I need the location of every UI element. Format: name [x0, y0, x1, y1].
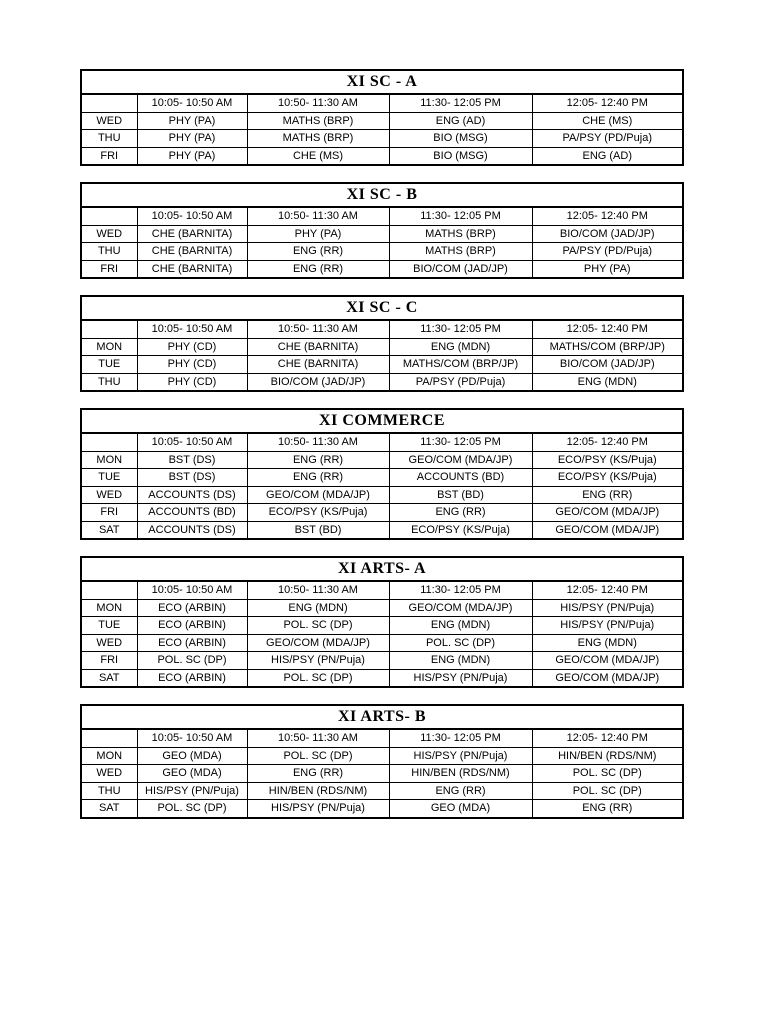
subject-cell: BST (BD): [389, 486, 532, 504]
subject-cell: POL. SC (DP): [532, 782, 683, 800]
table-row: [81, 634, 683, 652]
table-row: [81, 800, 683, 818]
table-title-row: [81, 409, 683, 433]
day-cell: WED: [81, 765, 137, 783]
table-row: [81, 782, 683, 800]
subject-cell: GEO (MDA): [389, 800, 532, 818]
time-slot-header: 10:50- 11:30 AM: [247, 433, 389, 451]
time-slot-header: 11:30- 12:05 PM: [389, 320, 532, 338]
subject-cell: ENG (AD): [532, 147, 683, 165]
subject-cell: GEO (MDA): [137, 765, 247, 783]
subject-cell: PHY (PA): [137, 130, 247, 148]
table-row: [81, 765, 683, 783]
subject-cell: CHE (BARNITA): [247, 356, 389, 374]
subject-cell: ENG (MDN): [247, 599, 389, 617]
day-cell: FRI: [81, 147, 137, 165]
subject-cell: GEO/COM (MDA/JP): [532, 521, 683, 539]
subject-cell: BIO/COM (JAD/JP): [247, 373, 389, 391]
subject-cell: CHE (BARNITA): [137, 225, 247, 243]
subject-cell: HIS/PSY (PN/Puja): [247, 800, 389, 818]
table-row: [81, 373, 683, 391]
subject-cell: BIO/COM (JAD/JP): [389, 260, 532, 278]
time-slot-header: 10:50- 11:30 AM: [247, 207, 389, 225]
time-slot-header: 10:50- 11:30 AM: [247, 729, 389, 747]
subject-cell: ENG (RR): [247, 243, 389, 261]
subject-cell: ENG (MDN): [389, 652, 532, 670]
table-row: [81, 652, 683, 670]
day-header-cell: [81, 94, 137, 112]
subject-cell: ENG (RR): [247, 260, 389, 278]
subject-cell: POL. SC (DP): [247, 617, 389, 635]
time-slot-header: 12:05- 12:40 PM: [532, 433, 683, 451]
subject-cell: ENG (AD): [389, 112, 532, 130]
subject-cell: ENG (MDN): [532, 634, 683, 652]
subject-cell: GEO/COM (MDA/JP): [532, 504, 683, 522]
subject-cell: CHE (BARNITA): [247, 338, 389, 356]
subject-cell: HIS/PSY (PN/Puja): [389, 747, 532, 765]
day-header-cell: [81, 433, 137, 451]
subject-cell: POL. SC (DP): [389, 634, 532, 652]
subject-cell: CHE (MS): [247, 147, 389, 165]
subject-cell: GEO (MDA): [137, 747, 247, 765]
time-slot-header: 11:30- 12:05 PM: [389, 207, 532, 225]
time-slot-header: 11:30- 12:05 PM: [389, 94, 532, 112]
subject-cell: ENG (MDN): [389, 338, 532, 356]
timetable-table: [80, 295, 684, 392]
day-cell: MON: [81, 451, 137, 469]
subject-cell: POL. SC (DP): [247, 669, 389, 687]
table-title-row: [81, 705, 683, 729]
timetable-table: [80, 704, 684, 819]
day-header-cell: [81, 581, 137, 599]
subject-cell: GEO/COM (MDA/JP): [532, 652, 683, 670]
table-row: [81, 112, 683, 130]
subject-cell: BST (DS): [137, 451, 247, 469]
day-cell: THU: [81, 373, 137, 391]
day-header-cell: [81, 320, 137, 338]
subject-cell: HIS/PSY (PN/Puja): [532, 599, 683, 617]
subject-cell: ENG (MDN): [532, 373, 683, 391]
subject-cell: PA/PSY (PD/Puja): [389, 373, 532, 391]
table-row: [81, 504, 683, 522]
subject-cell: CHE (MS): [532, 112, 683, 130]
time-slot-header: 10:05- 10:50 AM: [137, 433, 247, 451]
table-row: [81, 147, 683, 165]
time-slot-header: 12:05- 12:40 PM: [532, 729, 683, 747]
subject-cell: HIS/PSY (PN/Puja): [389, 669, 532, 687]
subject-cell: PHY (PA): [137, 147, 247, 165]
table-row: [81, 225, 683, 243]
subject-cell: ECO (ARBIN): [137, 634, 247, 652]
time-slot-header: 10:05- 10:50 AM: [137, 94, 247, 112]
table-title-row: [81, 70, 683, 94]
subject-cell: POL. SC (DP): [247, 747, 389, 765]
day-cell: WED: [81, 112, 137, 130]
subject-cell: MATHS (BRP): [389, 243, 532, 261]
subject-cell: GEO/COM (MDA/JP): [247, 486, 389, 504]
day-cell: FRI: [81, 504, 137, 522]
time-slot-header: 12:05- 12:40 PM: [532, 207, 683, 225]
subject-cell: PA/PSY (PD/Puja): [532, 243, 683, 261]
subject-cell: ENG (RR): [532, 800, 683, 818]
subject-cell: BIO/COM (JAD/JP): [532, 356, 683, 374]
subject-cell: ECO (ARBIN): [137, 599, 247, 617]
subject-cell: ECO (ARBIN): [137, 617, 247, 635]
subject-cell: ENG (RR): [389, 504, 532, 522]
subject-cell: BIO (MSG): [389, 147, 532, 165]
time-slot-header: 10:05- 10:50 AM: [137, 729, 247, 747]
day-cell: THU: [81, 130, 137, 148]
subject-cell: ACCOUNTS (DS): [137, 521, 247, 539]
subject-cell: HIS/PSY (PN/Puja): [247, 652, 389, 670]
table-row: [81, 617, 683, 635]
subject-cell: PHY (CD): [137, 338, 247, 356]
day-cell: THU: [81, 243, 137, 261]
table-title: XI ARTS- A: [81, 557, 683, 581]
subject-cell: BST (BD): [247, 521, 389, 539]
time-slot-header: 11:30- 12:05 PM: [389, 433, 532, 451]
subject-cell: ECO (ARBIN): [137, 669, 247, 687]
time-slot-header: 12:05- 12:40 PM: [532, 94, 683, 112]
subject-cell: MATHS/COM (BRP/JP): [389, 356, 532, 374]
table-row: [81, 260, 683, 278]
table-row: [81, 243, 683, 261]
table-row: [81, 469, 683, 487]
table-title: XI ARTS- B: [81, 705, 683, 729]
subject-cell: POL. SC (DP): [532, 765, 683, 783]
subject-cell: ACCOUNTS (BD): [137, 504, 247, 522]
header-row: [81, 433, 683, 451]
time-slot-header: 12:05- 12:40 PM: [532, 581, 683, 599]
day-cell: THU: [81, 782, 137, 800]
day-cell: TUE: [81, 469, 137, 487]
subject-cell: ENG (MDN): [389, 617, 532, 635]
day-header-cell: [81, 729, 137, 747]
subject-cell: MATHS (BRP): [389, 225, 532, 243]
subject-cell: PHY (PA): [137, 112, 247, 130]
subject-cell: ECO/PSY (KS/Puja): [389, 521, 532, 539]
subject-cell: MATHS/COM (BRP/JP): [532, 338, 683, 356]
day-cell: WED: [81, 225, 137, 243]
time-slot-header: 10:50- 11:30 AM: [247, 320, 389, 338]
table-row: [81, 130, 683, 148]
day-cell: SAT: [81, 521, 137, 539]
time-slot-header: 10:50- 11:30 AM: [247, 581, 389, 599]
day-cell: MON: [81, 747, 137, 765]
table-title: XI SC - A: [81, 70, 683, 94]
subject-cell: GEO/COM (MDA/JP): [389, 599, 532, 617]
header-row: [81, 581, 683, 599]
subject-cell: ECO/PSY (KS/Puja): [247, 504, 389, 522]
subject-cell: ECO/PSY (KS/Puja): [532, 469, 683, 487]
subject-cell: GEO/COM (MDA/JP): [247, 634, 389, 652]
table-row: [81, 521, 683, 539]
subject-cell: BST (DS): [137, 469, 247, 487]
subject-cell: CHE (BARNITA): [137, 243, 247, 261]
subject-cell: CHE (BARNITA): [137, 260, 247, 278]
subject-cell: HIS/PSY (PN/Puja): [532, 617, 683, 635]
table-row: [81, 356, 683, 374]
subject-cell: ECO/PSY (KS/Puja): [532, 451, 683, 469]
table-title-row: [81, 557, 683, 581]
table-title-row: [81, 183, 683, 207]
subject-cell: MATHS (BRP): [247, 112, 389, 130]
timetable-table: [80, 408, 684, 540]
table-title: XI SC - C: [81, 296, 683, 320]
subject-cell: HIN/BEN (RDS/NM): [247, 782, 389, 800]
timetable-table: [80, 556, 684, 688]
header-row: [81, 207, 683, 225]
subject-cell: ENG (RR): [247, 451, 389, 469]
timetable-document: [80, 69, 682, 835]
time-slot-header: 10:05- 10:50 AM: [137, 320, 247, 338]
subject-cell: ACCOUNTS (BD): [389, 469, 532, 487]
table-row: [81, 599, 683, 617]
table-row: [81, 451, 683, 469]
day-cell: SAT: [81, 669, 137, 687]
day-cell: SAT: [81, 800, 137, 818]
day-cell: FRI: [81, 260, 137, 278]
subject-cell: POL. SC (DP): [137, 800, 247, 818]
header-row: [81, 94, 683, 112]
subject-cell: HIN/BEN (RDS/NM): [389, 765, 532, 783]
day-cell: TUE: [81, 617, 137, 635]
day-cell: WED: [81, 634, 137, 652]
time-slot-header: 10:05- 10:50 AM: [137, 581, 247, 599]
timetable-table: [80, 182, 684, 279]
subject-cell: BIO (MSG): [389, 130, 532, 148]
time-slot-header: 11:30- 12:05 PM: [389, 729, 532, 747]
subject-cell: GEO/COM (MDA/JP): [389, 451, 532, 469]
timetable-table: [80, 69, 684, 166]
subject-cell: ENG (RR): [247, 469, 389, 487]
subject-cell: MATHS (BRP): [247, 130, 389, 148]
subject-cell: PHY (CD): [137, 356, 247, 374]
subject-cell: ENG (RR): [247, 765, 389, 783]
time-slot-header: 10:05- 10:50 AM: [137, 207, 247, 225]
day-header-cell: [81, 207, 137, 225]
time-slot-header: 10:50- 11:30 AM: [247, 94, 389, 112]
day-cell: TUE: [81, 356, 137, 374]
subject-cell: POL. SC (DP): [137, 652, 247, 670]
table-row: [81, 338, 683, 356]
time-slot-header: 11:30- 12:05 PM: [389, 581, 532, 599]
subject-cell: ENG (RR): [532, 486, 683, 504]
subject-cell: PHY (PA): [532, 260, 683, 278]
subject-cell: PHY (CD): [137, 373, 247, 391]
time-slot-header: 12:05- 12:40 PM: [532, 320, 683, 338]
subject-cell: PHY (PA): [247, 225, 389, 243]
table-title: XI SC - B: [81, 183, 683, 207]
table-row: [81, 486, 683, 504]
header-row: [81, 729, 683, 747]
subject-cell: HIS/PSY (PN/Puja): [137, 782, 247, 800]
subject-cell: ACCOUNTS (DS): [137, 486, 247, 504]
header-row: [81, 320, 683, 338]
day-cell: MON: [81, 599, 137, 617]
day-cell: WED: [81, 486, 137, 504]
table-title: XI COMMERCE: [81, 409, 683, 433]
subject-cell: GEO/COM (MDA/JP): [532, 669, 683, 687]
subject-cell: HIN/BEN (RDS/NM): [532, 747, 683, 765]
table-row: [81, 669, 683, 687]
table-title-row: [81, 296, 683, 320]
subject-cell: PA/PSY (PD/Puja): [532, 130, 683, 148]
table-row: [81, 747, 683, 765]
subject-cell: BIO/COM (JAD/JP): [532, 225, 683, 243]
day-cell: MON: [81, 338, 137, 356]
subject-cell: ENG (RR): [389, 782, 532, 800]
day-cell: FRI: [81, 652, 137, 670]
